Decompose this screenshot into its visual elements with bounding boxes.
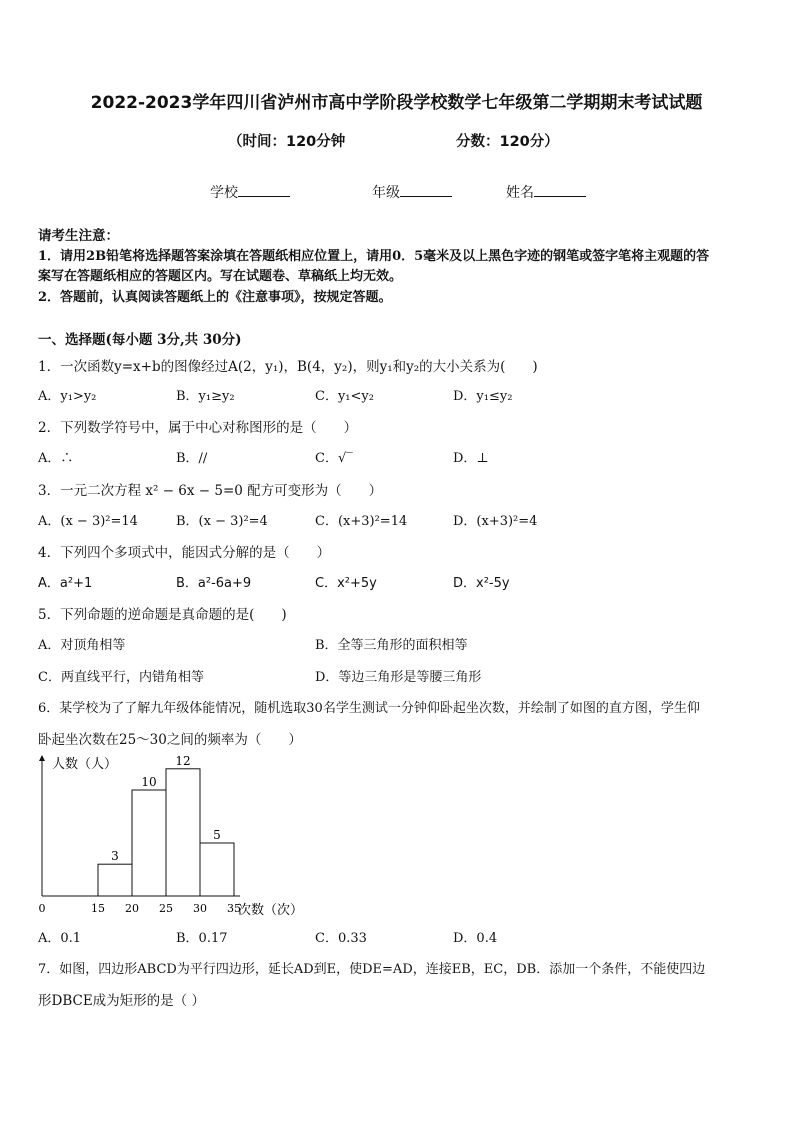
x-tick-label: 35: [227, 902, 241, 915]
q4-option-d[interactable]: D．x²-5y: [453, 576, 510, 591]
q2-option-a[interactable]: A．∴: [38, 451, 74, 466]
grade-label: 年级: [372, 185, 400, 201]
q5-option-b[interactable]: B．全等三角形的面积相等: [315, 638, 468, 653]
q3-option-d[interactable]: D．(x+3)²=4: [453, 514, 538, 529]
exam-score: 分数：120分）: [456, 134, 559, 150]
y-axis-label: 人数（人）: [52, 757, 118, 772]
notice-line-2: 案写在答题纸相应的答题区内。写在试题卷、草稿纸上均无效。: [38, 269, 403, 284]
q6-option-b[interactable]: B．0.17: [176, 931, 228, 946]
x-axis-label: 次数（次）: [238, 903, 304, 918]
q4-option-b[interactable]: B．a²-6a+9: [176, 576, 252, 591]
school-field[interactable]: [210, 182, 290, 202]
q2-option-d[interactable]: D．⊥: [453, 451, 489, 466]
section-heading: 一、选择题(每小题 3分,共 30分): [38, 332, 242, 348]
page-title: 2022-2023学年四川省泸州市高中学阶段学校数学七年级第二学期期末考试试题: [90, 93, 703, 113]
q5-option-c[interactable]: C．两直线平行，内错角相等: [38, 670, 204, 685]
q6-option-d[interactable]: D．0.4: [453, 931, 498, 946]
notice-line-3: 2．答题前，认真阅读答题纸上的《注意事项》，按规定答题。: [38, 290, 392, 305]
q5-option-d[interactable]: D．等边三角形是等腰三角形: [315, 670, 482, 685]
bar-value-label: 5: [213, 828, 221, 842]
question-7-stem-line-2: 形DBCE成为矩形的是（ ）: [38, 993, 205, 1009]
question-2-stem: 2．下列数学符号中，属于中心对称图形的是（ ）: [38, 420, 358, 436]
bar-value-label: 10: [141, 775, 157, 789]
name-blank[interactable]: [534, 183, 586, 197]
q2-option-c[interactable]: C．√‾: [315, 451, 353, 466]
question-5-stem: 5．下列命题的逆命题是真命题的是( ): [38, 607, 287, 623]
question-3-stem: 3．一元二次方程 x² − 6x − 5=0 配方可变形为（ ）: [38, 483, 383, 499]
school-label: 学校: [210, 185, 238, 201]
q6-option-c[interactable]: C．0.33: [315, 931, 367, 946]
x-tick-label: 30: [193, 902, 207, 915]
question-6-stem-line-1: 6．某学校为了了解九年级体能情况，随机选取30名学生测试一分钟仰卧起坐次数，并绘制了如图的直方图，学生仰: [38, 701, 700, 716]
x-tick-label: 15: [91, 902, 105, 915]
q4-option-a[interactable]: A．a²+1: [38, 576, 93, 591]
histogram-bar-30-35: [200, 843, 234, 896]
name-label: 姓名: [506, 185, 534, 201]
school-blank[interactable]: [238, 183, 290, 197]
q3-option-a[interactable]: A．(x − 3)²=14: [38, 514, 138, 529]
q1-option-a[interactable]: A．y₁>y₂: [38, 389, 97, 404]
x-tick-label: 0: [38, 902, 46, 915]
name-field[interactable]: [506, 182, 586, 202]
q1-option-c[interactable]: C．y₁<y₂: [315, 389, 374, 404]
bar-value-label: 12: [175, 753, 191, 768]
q2-option-b[interactable]: B．//: [176, 451, 208, 466]
question-4-stem: 4．下列四个多项式中，能因式分解的是（ ）: [38, 545, 331, 561]
grade-field[interactable]: [372, 182, 452, 202]
q3-option-b[interactable]: B．(x − 3)²=4: [176, 514, 268, 529]
notice-heading: 请考生注意：: [38, 228, 119, 244]
notice-line-1: 1．请用2B铅笔将选择题答案涂填在答题纸相应位置上，请用0．5毫米及以上黑色字迹的钢笔或签字笔将主观题的答: [38, 249, 710, 264]
q1-option-b[interactable]: B．y₁≥y₂: [176, 389, 235, 404]
q5-option-a[interactable]: A．对顶角相等: [38, 638, 126, 653]
question-7-stem-line-1: 7．如图，四边形ABCD为平行四边形，延长AD到E，使DE=AD，连接EB，EC，DB．添加一个条件，不能使四边: [38, 962, 706, 977]
histogram-bar-15-20: [98, 864, 132, 896]
histogram-bar-20-25: [132, 790, 166, 896]
question-1-stem: 1．一次函数y=x+b的图像经过A(2，y₁)，B(4，y₂)，则y₁和y₂的大小关系为( ): [38, 359, 538, 375]
histogram-bar-25-30: [166, 769, 200, 896]
bar-value-label: 3: [111, 849, 119, 864]
x-tick-label: 20: [125, 902, 139, 915]
q3-option-c[interactable]: C．(x+3)²=14: [315, 514, 408, 529]
exam-time: （时间：120分钟: [228, 134, 346, 150]
q1-option-d[interactable]: D．y₁≤y₂: [453, 389, 513, 404]
question-6-stem-line-2: 卧起坐次数在25～30之间的频率为（ ）: [38, 732, 302, 748]
q4-option-c[interactable]: C．x²+5y: [315, 576, 377, 591]
histogram-chart: [30, 752, 320, 922]
q6-option-a[interactable]: A．0.1: [38, 931, 82, 946]
grade-blank[interactable]: [400, 183, 452, 197]
x-tick-label: 25: [159, 902, 173, 915]
